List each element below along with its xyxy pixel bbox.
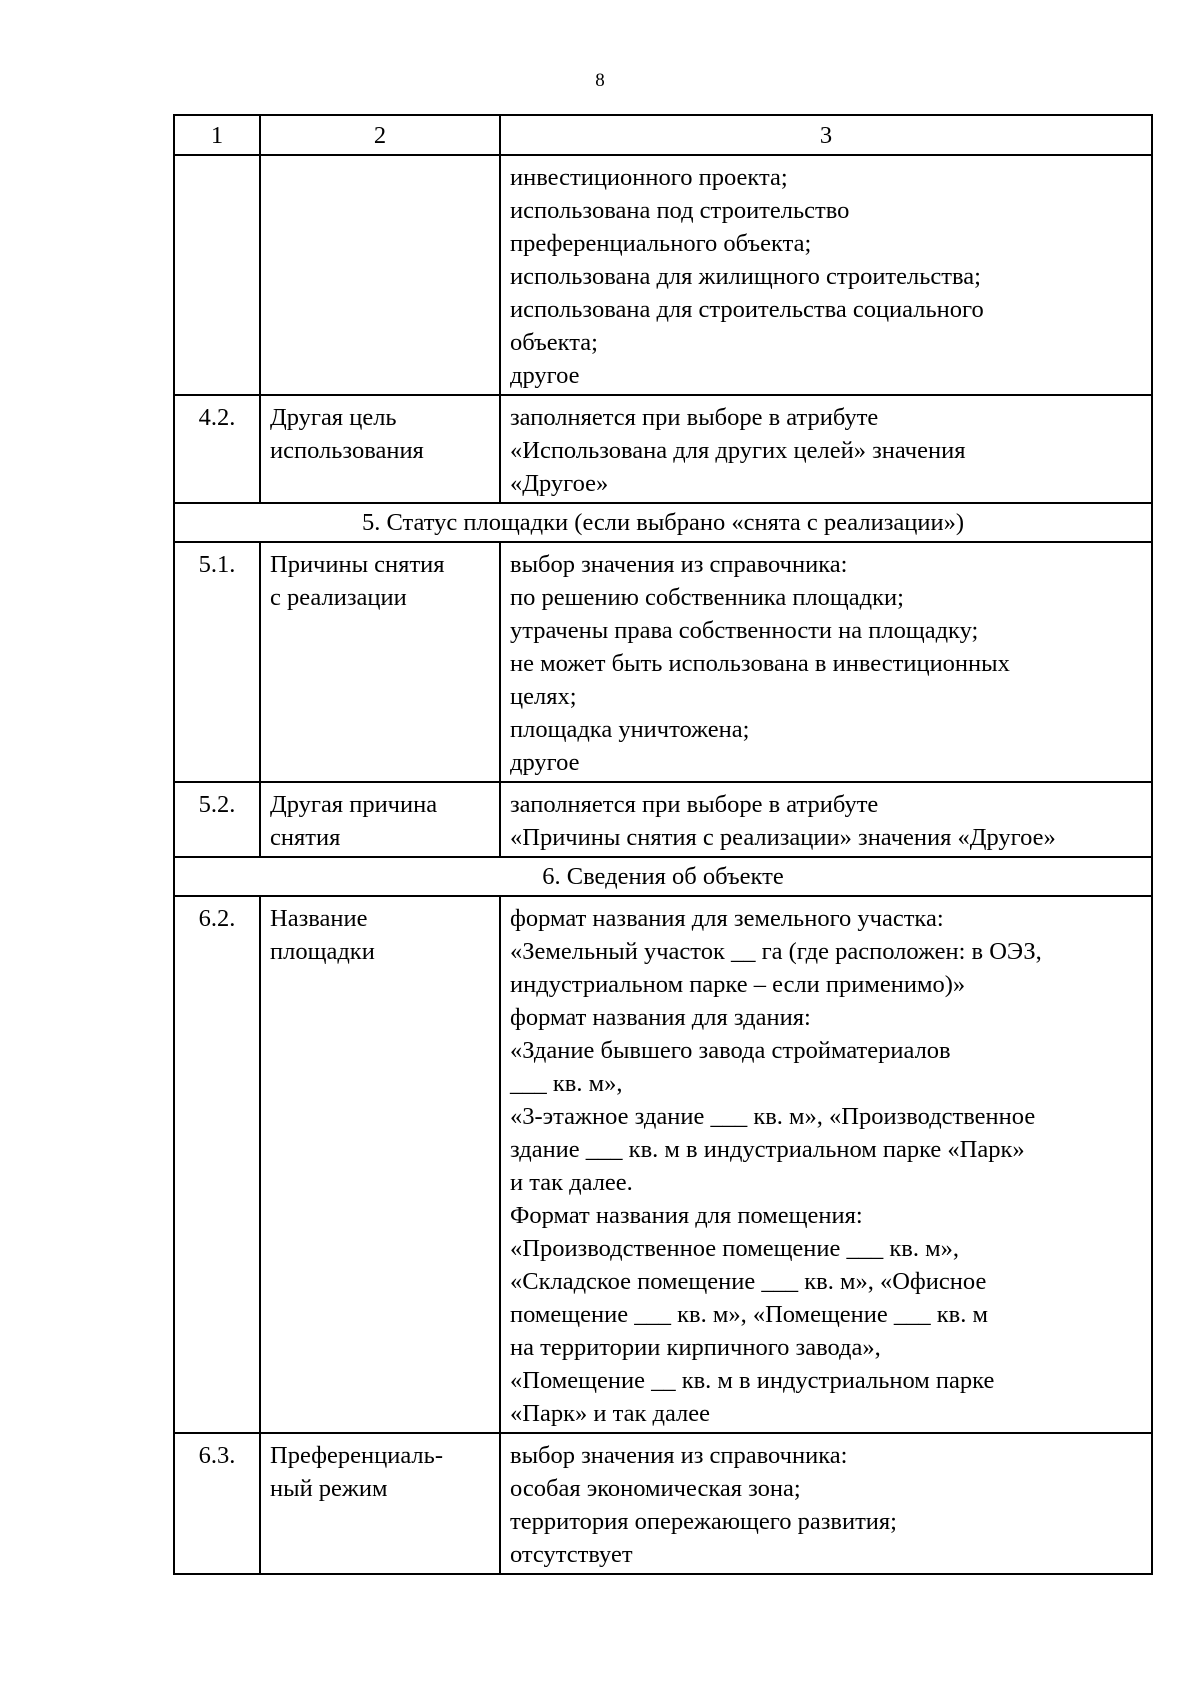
attribute-description <box>500 1433 1152 1574</box>
attribute-name-line: ный режим <box>270 1475 388 1502</box>
attribute-name <box>260 155 500 395</box>
item-number: 6.3. <box>174 1433 260 1574</box>
description-line: «Помещение __ кв. м в индустриальном парке <box>510 1367 995 1394</box>
attribute-name-line: Название <box>270 905 368 932</box>
description-line: помещение ___ кв. м», «Помещение ___ кв. м <box>510 1301 989 1328</box>
attribute-name-line: Другая причина <box>270 791 438 818</box>
attribute-name-line: площадки <box>270 938 375 965</box>
attribute-name <box>260 1433 500 1574</box>
column-header-3: 3 <box>500 115 1152 155</box>
description-line: другое <box>510 362 580 389</box>
description-line: объекта; <box>510 329 598 356</box>
section-title: 5. Статус площадки (если выбрано «снята с реализации») <box>174 503 1152 542</box>
table-row <box>174 896 1152 1433</box>
description-line: «Парк» и так далее <box>510 1400 711 1427</box>
table-body <box>174 115 1152 1574</box>
item-number: 6.2. <box>174 896 260 1433</box>
description-line: выбор значения из справочника: <box>510 1442 848 1469</box>
column-header-2: 2 <box>260 115 500 155</box>
description-line: по решению собственника площадки; <box>510 584 904 611</box>
column-header-1: 1 <box>174 115 260 155</box>
description-line: ___ кв. м», <box>510 1070 623 1097</box>
description-line: «Причины снятия с реализации» значения «Другое» <box>510 824 1056 851</box>
description-line: использована для жилищного строительства; <box>510 263 981 290</box>
description-line: площадка уничтожена; <box>510 716 750 743</box>
description-line: отсутствует <box>510 1541 633 1568</box>
description-line: формат названия для земельного участка: <box>510 905 944 932</box>
description-line: не может быть использована в инвестиционных <box>510 650 1010 677</box>
description-line: Формат названия для помещения: <box>510 1202 863 1229</box>
description-line: заполняется при выборе в атрибуте <box>510 404 879 431</box>
description-line: инвестиционного проекта; <box>510 164 788 191</box>
attribute-description <box>500 782 1152 857</box>
attribute-name <box>260 542 500 782</box>
column-number-row <box>174 115 1152 155</box>
attribute-name-line: Причины снятия <box>270 551 445 578</box>
description-line: формат названия для здания: <box>510 1004 811 1031</box>
table-row <box>174 155 1152 395</box>
section-header-row <box>174 857 1152 896</box>
description-line: «Складское помещение ___ кв. м», «Офисное <box>510 1268 987 1295</box>
attribute-description <box>500 155 1152 395</box>
item-number: 4.2. <box>174 395 260 503</box>
table-row <box>174 395 1152 503</box>
attribute-name <box>260 896 500 1433</box>
description-line: заполняется при выборе в атрибуте <box>510 791 879 818</box>
description-line: «Здание бывшего завода стройматериалов <box>510 1037 951 1064</box>
attribute-name-line: с реализации <box>270 584 407 611</box>
attribute-name-line: снятия <box>270 824 341 851</box>
description-line: особая экономическая зона; <box>510 1475 801 1502</box>
table-row <box>174 782 1152 857</box>
attribute-description <box>500 395 1152 503</box>
description-line: на территории кирпичного завода», <box>510 1334 881 1361</box>
description-line: территория опережающего развития; <box>510 1508 897 1535</box>
description-line: выбор значения из справочника: <box>510 551 848 578</box>
description-line: «Земельный участок __ га (где расположен: в ОЭЗ, <box>510 938 1042 965</box>
description-line: «Другое» <box>510 470 609 497</box>
description-line: «3-этажное здание ___ кв. м», «Производственное <box>510 1103 1036 1130</box>
description-line: утрачены права собственности на площадку; <box>510 617 979 644</box>
attribute-name-line: Другая цель <box>270 404 397 431</box>
description-line: целях; <box>510 683 577 710</box>
attribute-name-line: Преференциаль- <box>270 1442 443 1469</box>
attribute-name <box>260 395 500 503</box>
description-line: использована для строительства социального <box>510 296 984 323</box>
item-number: 5.2. <box>174 782 260 857</box>
attributes-table <box>173 114 1153 1575</box>
item-number <box>174 155 260 395</box>
attribute-description <box>500 896 1152 1433</box>
description-line: «Производственное помещение ___ кв. м», <box>510 1235 960 1262</box>
description-line: преференциального объекта; <box>510 230 812 257</box>
description-line: здание ___ кв. м в индустриальном парке «Парк» <box>510 1136 1025 1163</box>
description-line: «Использована для других целей» значения <box>510 437 966 464</box>
page-number: 8 <box>595 70 605 91</box>
description-line: другое <box>510 749 580 776</box>
description-line: и так далее. <box>510 1169 633 1196</box>
section-title: 6. Сведения об объекте <box>174 857 1152 896</box>
table-row <box>174 542 1152 782</box>
description-line: использована под строительство <box>510 197 850 224</box>
section-header-row <box>174 503 1152 542</box>
description-line: индустриальном парке – если применимо)» <box>510 971 966 998</box>
attribute-description <box>500 542 1152 782</box>
item-number: 5.1. <box>174 542 260 782</box>
attribute-name-line: использования <box>270 437 424 464</box>
table-row <box>174 1433 1152 1574</box>
attribute-name <box>260 782 500 857</box>
